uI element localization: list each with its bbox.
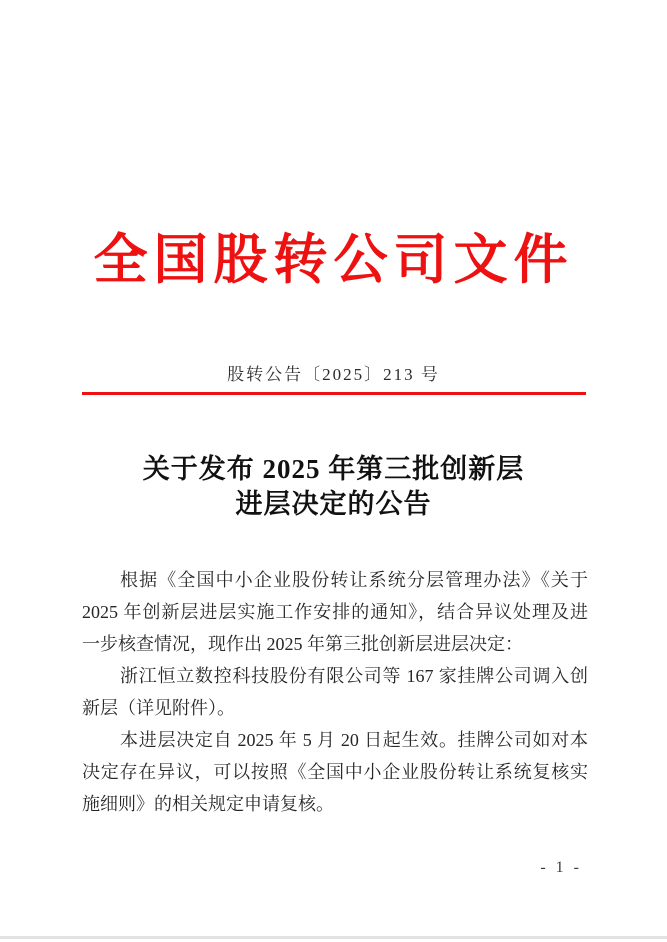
document-body	[82, 564, 588, 820]
paragraph-3-line-3: 施细则》的相关规定申请复核。	[82, 794, 334, 814]
paragraph-2-line-1: 浙江恒立数控科技股份有限公司等 167 家挂牌公司调入创	[120, 666, 588, 686]
issuer-banner-title: 全国股转公司文件	[93, 230, 574, 290]
paragraph-3-line-1: 本进层决定自 2025 年 5 月 20 日起生效。挂牌公司如对本	[120, 730, 588, 750]
page-bottom-edge	[0, 936, 667, 939]
page-number: - 1 -	[540, 859, 582, 876]
red-separator-line	[82, 392, 586, 395]
paragraph-2-line-2: 新层（详见附件）。	[82, 698, 235, 718]
announcement-title	[0, 452, 667, 522]
announcement-title-line-1: 关于发布 2025 年第三批创新层	[142, 454, 525, 484]
paragraph-1-line-3: 一步核查情况，现作出 2025 年第三批创新层进层决定：	[82, 634, 523, 654]
paragraph-1-line-2: 2025 年创新层进层实施工作安排的通知》，结合异议处理及进	[82, 602, 588, 622]
paragraph-3-line-2: 决定存在异议，可以按照《全国中小企业股份转让系统复核实	[82, 762, 588, 782]
document-number: 股转公告〔2025〕213 号	[227, 365, 440, 384]
announcement-title-line-2: 进层决定的公告	[235, 489, 432, 519]
paragraph-1-line-1: 根据《全国中小企业股份转让系统分层管理办法》《关于	[120, 570, 588, 590]
